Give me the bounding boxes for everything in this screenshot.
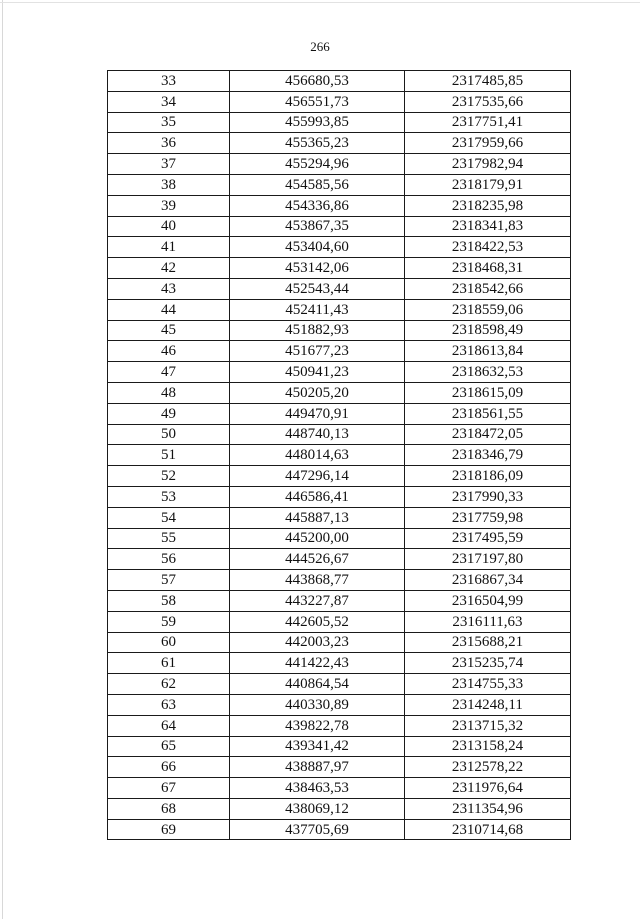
scan-edge-left	[2, 0, 3, 919]
y-coordinate-cell: 2314755,33	[405, 674, 571, 695]
table-row	[108, 507, 571, 528]
x-coordinate-cell: 445887,13	[230, 507, 405, 528]
table-row	[108, 549, 571, 570]
x-coordinate-cell: 447296,14	[230, 466, 405, 487]
table-row	[108, 632, 571, 653]
point-number-cell: 58	[108, 590, 230, 611]
y-coordinate-cell: 2318613,84	[405, 341, 571, 362]
y-coordinate-cell: 2318468,31	[405, 258, 571, 279]
point-number-cell: 53	[108, 486, 230, 507]
table-row	[108, 466, 571, 487]
x-coordinate-cell: 443227,87	[230, 590, 405, 611]
table-row	[108, 382, 571, 403]
point-number-cell: 47	[108, 362, 230, 383]
y-coordinate-cell: 2318615,09	[405, 382, 571, 403]
y-coordinate-cell: 2311976,64	[405, 778, 571, 799]
table-row	[108, 299, 571, 320]
y-coordinate-cell: 2310714,68	[405, 819, 571, 840]
point-number-cell: 34	[108, 91, 230, 112]
table-row	[108, 611, 571, 632]
x-coordinate-cell: 441422,43	[230, 653, 405, 674]
x-coordinate-cell: 455294,96	[230, 154, 405, 175]
point-number-cell: 35	[108, 112, 230, 133]
point-number-cell: 52	[108, 466, 230, 487]
y-coordinate-cell: 2318422,53	[405, 237, 571, 258]
y-coordinate-cell: 2315235,74	[405, 653, 571, 674]
table-row	[108, 112, 571, 133]
point-number-cell: 43	[108, 278, 230, 299]
point-number-cell: 59	[108, 611, 230, 632]
table-row	[108, 757, 571, 778]
table-row	[108, 258, 571, 279]
point-number-cell: 33	[108, 71, 230, 92]
point-number-cell: 51	[108, 445, 230, 466]
y-coordinate-cell: 2317990,33	[405, 486, 571, 507]
x-coordinate-cell: 455993,85	[230, 112, 405, 133]
table-row	[108, 320, 571, 341]
table-row	[108, 653, 571, 674]
table-row	[108, 778, 571, 799]
y-coordinate-cell: 2316867,34	[405, 570, 571, 591]
point-number-cell: 39	[108, 195, 230, 216]
x-coordinate-cell: 448740,13	[230, 424, 405, 445]
table-row	[108, 715, 571, 736]
x-coordinate-cell: 450205,20	[230, 382, 405, 403]
y-coordinate-cell: 2313715,32	[405, 715, 571, 736]
y-coordinate-cell: 2317535,66	[405, 91, 571, 112]
table-row	[108, 819, 571, 840]
table-row	[108, 570, 571, 591]
coordinates-table-body	[108, 71, 571, 840]
y-coordinate-cell: 2317197,80	[405, 549, 571, 570]
point-number-cell: 69	[108, 819, 230, 840]
point-number-cell: 68	[108, 798, 230, 819]
x-coordinate-cell: 442605,52	[230, 611, 405, 632]
y-coordinate-cell: 2311354,96	[405, 798, 571, 819]
x-coordinate-cell: 440330,89	[230, 694, 405, 715]
y-coordinate-cell: 2316504,99	[405, 590, 571, 611]
x-coordinate-cell: 439341,42	[230, 736, 405, 757]
point-number-cell: 40	[108, 216, 230, 237]
point-number-cell: 45	[108, 320, 230, 341]
point-number-cell: 57	[108, 570, 230, 591]
table-row	[108, 91, 571, 112]
table-row	[108, 174, 571, 195]
point-number-cell: 56	[108, 549, 230, 570]
y-coordinate-cell: 2318346,79	[405, 445, 571, 466]
point-number-cell: 64	[108, 715, 230, 736]
point-number-cell: 66	[108, 757, 230, 778]
table-row	[108, 71, 571, 92]
y-coordinate-cell: 2317982,94	[405, 154, 571, 175]
y-coordinate-cell: 2318179,91	[405, 174, 571, 195]
y-coordinate-cell: 2317751,41	[405, 112, 571, 133]
point-number-cell: 37	[108, 154, 230, 175]
table-row	[108, 674, 571, 695]
x-coordinate-cell: 451677,23	[230, 341, 405, 362]
x-coordinate-cell: 456551,73	[230, 91, 405, 112]
point-number-cell: 36	[108, 133, 230, 154]
y-coordinate-cell: 2315688,21	[405, 632, 571, 653]
point-number-cell: 62	[108, 674, 230, 695]
point-number-cell: 65	[108, 736, 230, 757]
table-row	[108, 341, 571, 362]
y-coordinate-cell: 2317959,66	[405, 133, 571, 154]
x-coordinate-cell: 453867,35	[230, 216, 405, 237]
y-coordinate-cell: 2318341,83	[405, 216, 571, 237]
table-row	[108, 486, 571, 507]
point-number-cell: 49	[108, 403, 230, 424]
y-coordinate-cell: 2317485,85	[405, 71, 571, 92]
x-coordinate-cell: 445200,00	[230, 528, 405, 549]
table-row	[108, 278, 571, 299]
table-row	[108, 154, 571, 175]
point-number-cell: 50	[108, 424, 230, 445]
point-number-cell: 38	[108, 174, 230, 195]
y-coordinate-cell: 2312578,22	[405, 757, 571, 778]
point-number-cell: 55	[108, 528, 230, 549]
x-coordinate-cell: 442003,23	[230, 632, 405, 653]
x-coordinate-cell: 453404,60	[230, 237, 405, 258]
y-coordinate-cell: 2318598,49	[405, 320, 571, 341]
point-number-cell: 48	[108, 382, 230, 403]
table-row	[108, 798, 571, 819]
point-number-cell: 67	[108, 778, 230, 799]
table-row	[108, 445, 571, 466]
table-row	[108, 424, 571, 445]
y-coordinate-cell: 2318235,98	[405, 195, 571, 216]
x-coordinate-cell: 454336,86	[230, 195, 405, 216]
y-coordinate-cell: 2318632,53	[405, 362, 571, 383]
y-coordinate-cell: 2318559,06	[405, 299, 571, 320]
table-row	[108, 362, 571, 383]
x-coordinate-cell: 453142,06	[230, 258, 405, 279]
y-coordinate-cell: 2318186,09	[405, 466, 571, 487]
x-coordinate-cell: 452411,43	[230, 299, 405, 320]
table-row	[108, 528, 571, 549]
x-coordinate-cell: 449470,91	[230, 403, 405, 424]
point-number-cell: 46	[108, 341, 230, 362]
y-coordinate-cell: 2316111,63	[405, 611, 571, 632]
table-row	[108, 590, 571, 611]
y-coordinate-cell: 2317495,59	[405, 528, 571, 549]
x-coordinate-cell: 452543,44	[230, 278, 405, 299]
x-coordinate-cell: 440864,54	[230, 674, 405, 695]
x-coordinate-cell: 451882,93	[230, 320, 405, 341]
x-coordinate-cell: 450941,23	[230, 362, 405, 383]
point-number-cell: 63	[108, 694, 230, 715]
point-number-cell: 61	[108, 653, 230, 674]
table-row	[108, 736, 571, 757]
y-coordinate-cell: 2318472,05	[405, 424, 571, 445]
coordinates-table	[107, 70, 571, 840]
table-row	[108, 237, 571, 258]
point-number-cell: 44	[108, 299, 230, 320]
table-row	[108, 195, 571, 216]
x-coordinate-cell: 439822,78	[230, 715, 405, 736]
point-number-cell: 60	[108, 632, 230, 653]
x-coordinate-cell: 454585,56	[230, 174, 405, 195]
x-coordinate-cell: 446586,41	[230, 486, 405, 507]
x-coordinate-cell: 455365,23	[230, 133, 405, 154]
x-coordinate-cell: 443868,77	[230, 570, 405, 591]
x-coordinate-cell: 438069,12	[230, 798, 405, 819]
scan-edge-top	[0, 2, 640, 3]
page-number: 266	[310, 39, 330, 54]
x-coordinate-cell: 438463,53	[230, 778, 405, 799]
x-coordinate-cell: 456680,53	[230, 71, 405, 92]
x-coordinate-cell: 444526,67	[230, 549, 405, 570]
point-number-cell: 54	[108, 507, 230, 528]
x-coordinate-cell: 437705,69	[230, 819, 405, 840]
y-coordinate-cell: 2317759,98	[405, 507, 571, 528]
table-row	[108, 216, 571, 237]
x-coordinate-cell: 448014,63	[230, 445, 405, 466]
point-number-cell: 42	[108, 258, 230, 279]
x-coordinate-cell: 438887,97	[230, 757, 405, 778]
table-row	[108, 133, 571, 154]
point-number-cell: 41	[108, 237, 230, 258]
y-coordinate-cell: 2313158,24	[405, 736, 571, 757]
y-coordinate-cell: 2318542,66	[405, 278, 571, 299]
y-coordinate-cell: 2314248,11	[405, 694, 571, 715]
y-coordinate-cell: 2318561,55	[405, 403, 571, 424]
table-row	[108, 694, 571, 715]
table-row	[108, 403, 571, 424]
